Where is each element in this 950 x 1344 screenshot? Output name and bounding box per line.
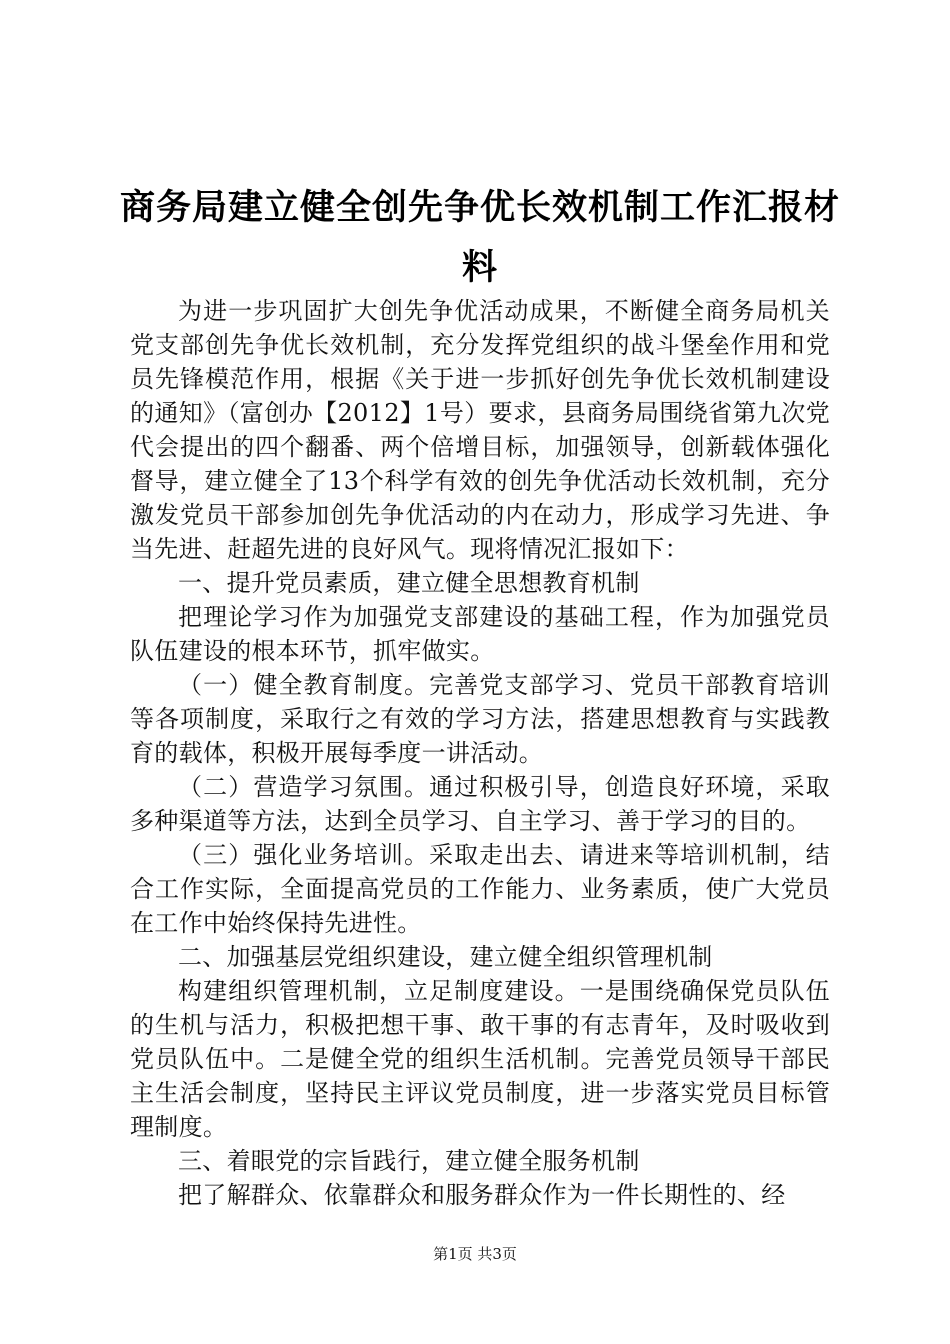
paragraph-1-2: （二）营造学习氛围。通过积极引导，创造良好环境，采取多种渠道等方法，达到全员学习、自主学习、善于学习的目的。: [130, 773, 830, 835]
paragraph-1-1: （一）健全教育制度。完善党支部学习、党员干部教育培训等各项制度，采取行之有效的学习方法，搭建思想教育与实践教育的载体，积极开展每季度一讲活动。: [130, 671, 830, 767]
page-footer: 第1页 共3页: [433, 1245, 517, 1263]
document-title: 商务局建立健全创先争优长效机制工作汇报材料: [119, 188, 840, 288]
section-heading-3: 三、着眼党的宗旨践行，建立健全服务机制: [178, 1147, 640, 1175]
section-heading-1: 一、提升党员素质，建立健全思想教育机制: [178, 569, 640, 597]
paragraph-3: 把了解群众、依靠群众和服务群众作为一件长期性的、经: [178, 1181, 786, 1209]
paragraph-intro: 为进一步巩固扩大创先争优活动成果，不断健全商务局机关党支部创先争优长效机制，充分发挥党组织的战斗堡垒作用和党员先锋模范作用，根据《关于进一步抓好创先争优长效机制建设的通知》（富创办【2012】1号）要求，县商务局围绕省第九次党代会提出的四个翻番、两个倍增目标，加强领导，创新载体强化督导，建立健全了13个科学有效的创先争优活动长效机制，充分激发党员干部参加创先争优活动的内在动力，形成学习先进、争当先进、赶超先进的良好风气。现将情况汇报如下：: [130, 297, 830, 563]
document-body: [130, 294, 830, 1212]
paragraph-1: 把理论学习作为加强党支部建设的基础工程，作为加强党员队伍建设的根本环节，抓牢做实。: [130, 603, 830, 665]
paragraph-2: 构建组织管理机制，立足制度建设。一是围绕确保党员队伍的生机与活力，积极把想干事、敢干事的有志青年，及时吸收到党员队伍中。二是健全党的组织生活机制。完善党员领导干部民主生活会制度，坚持民主评议党员制度，进一步落实党员目标管理制度。: [130, 977, 830, 1141]
paragraph-1-3: （三）强化业务培训。采取走出去、请进来等培训机制，结合工作实际，全面提高党员的工作能力、业务素质，使广大党员在工作中始终保持先进性。: [130, 841, 830, 937]
section-heading-2: 二、加强基层党组织建设，建立健全组织管理机制: [178, 943, 713, 971]
